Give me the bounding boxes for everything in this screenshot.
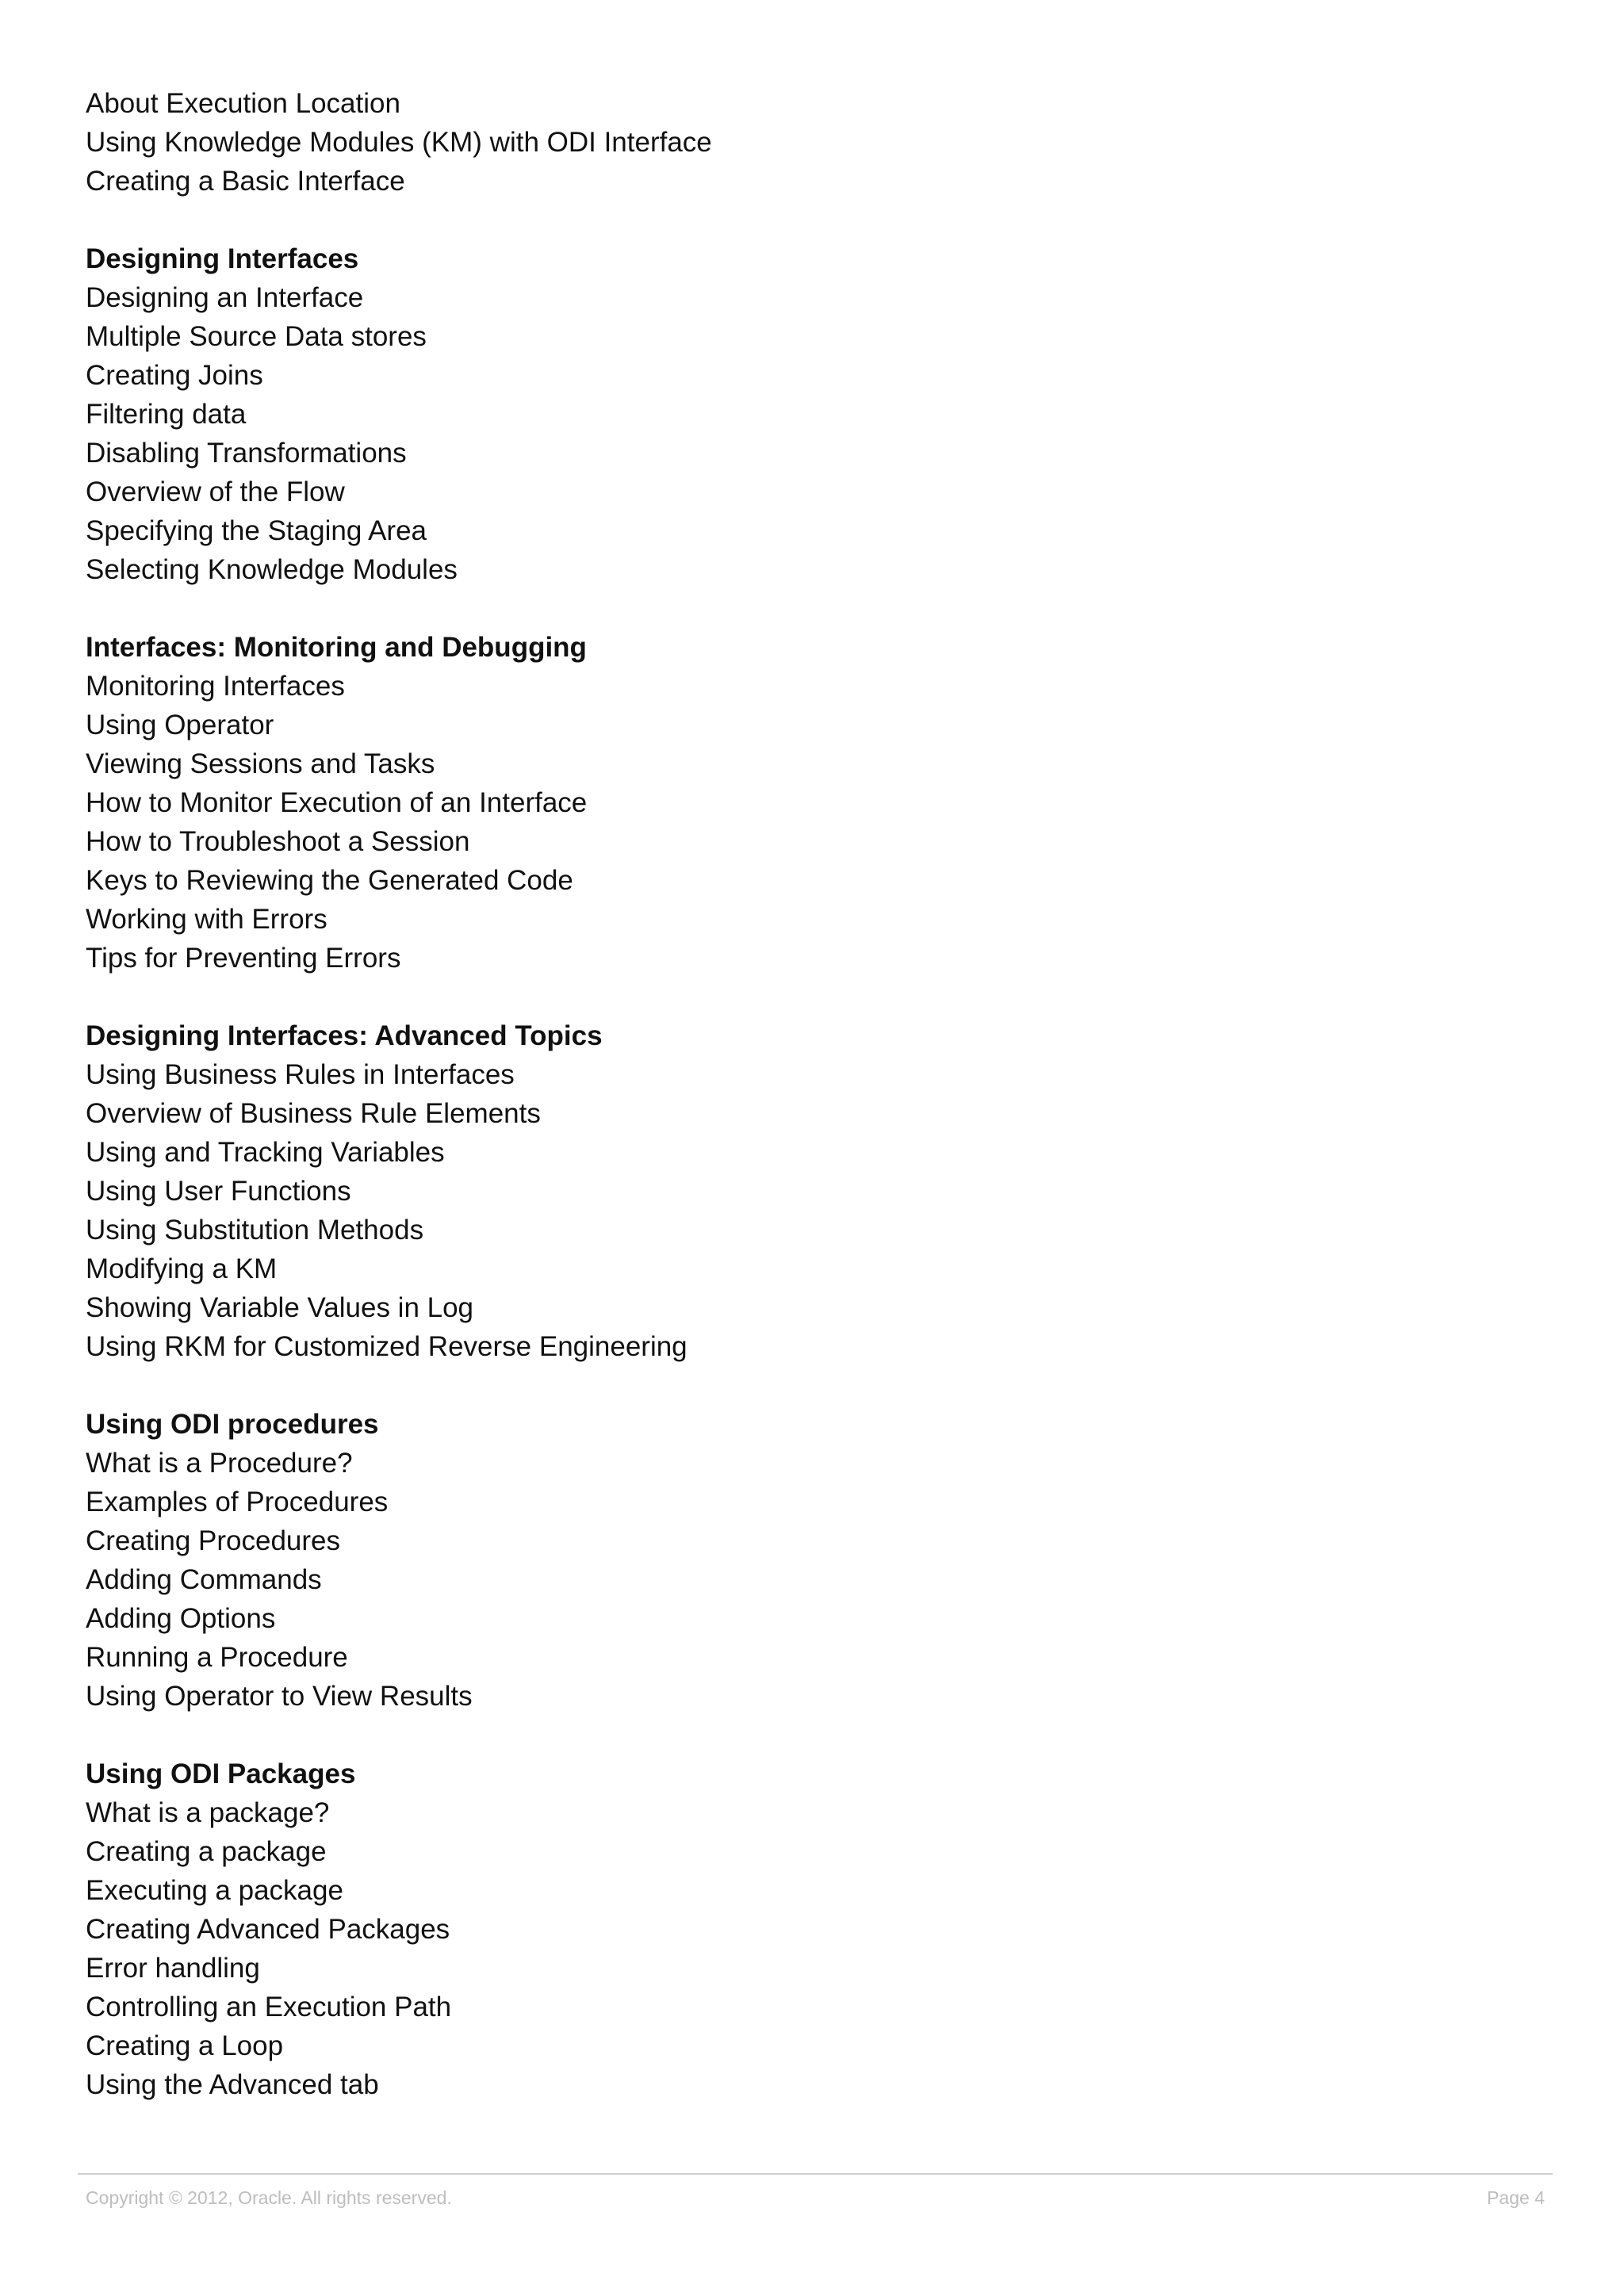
toc-item: Overview of Business Rule Elements [86, 1098, 541, 1129]
section-heading: Using ODI Packages [86, 1758, 356, 1789]
toc-section [86, 84, 1513, 201]
toc-section [86, 239, 1513, 589]
toc-item: Multiple Source Data stores [86, 321, 427, 352]
toc-item: Filtering data [86, 399, 247, 430]
toc-item: Running a Procedure [86, 1642, 348, 1673]
section-heading: Using ODI procedures [86, 1409, 379, 1440]
toc-item: Executing a package [86, 1875, 343, 1906]
section-heading: Designing Interfaces: Advanced Topics [86, 1020, 603, 1051]
toc-section [86, 1755, 1513, 2104]
toc-item: Using Knowledge Modules (KM) with ODI Interface [86, 127, 712, 158]
document-body [86, 84, 1513, 2104]
section-heading: Designing Interfaces [86, 243, 359, 274]
toc-item: Viewing Sessions and Tasks [86, 748, 435, 779]
toc-item: Working with Errors [86, 904, 327, 935]
toc-item: Using User Functions [86, 1176, 351, 1207]
toc-item: What is a package? [86, 1797, 330, 1828]
toc-item: Using Operator to View Results [86, 1681, 473, 1712]
toc-item: Specifying the Staging Area [86, 515, 427, 546]
toc-item: How to Troubleshoot a Session [86, 826, 470, 857]
toc-item: Tips for Preventing Errors [86, 943, 401, 974]
toc-item: Using Business Rules in Interfaces [86, 1059, 515, 1090]
toc-item: Using and Tracking Variables [86, 1137, 445, 1168]
toc-item: Using Substitution Methods [86, 1215, 424, 1246]
page-footer [78, 2173, 1553, 2206]
toc-item: Overview of the Flow [86, 476, 345, 507]
toc-item: What is a Procedure? [86, 1448, 353, 1479]
section-heading: Interfaces: Monitoring and Debugging [86, 632, 587, 663]
toc-item: Selecting Knowledge Modules [86, 554, 458, 585]
toc-item: Disabling Transformations [86, 438, 407, 469]
toc-item: About Execution Location [86, 88, 400, 119]
page-number: Page 4 [1487, 2187, 1545, 2208]
toc-item: Using the Advanced tab [86, 2069, 379, 2100]
toc-item: Creating Procedures [86, 1525, 340, 1556]
toc-section [86, 1405, 1513, 1716]
toc-section [86, 1016, 1513, 1366]
toc-item: Adding Commands [86, 1564, 322, 1595]
toc-item: Designing an Interface [86, 282, 364, 313]
toc-item: Adding Options [86, 1603, 276, 1634]
toc-item: Modifying a KM [86, 1253, 278, 1284]
toc-item: Controlling an Execution Path [86, 1992, 452, 2022]
toc-section [86, 628, 1513, 978]
toc-item: How to Monitor Execution of an Interface [86, 787, 588, 818]
toc-item: Error handling [86, 1953, 260, 1984]
toc-item: Creating a Loop [86, 2030, 284, 2061]
toc-item: Examples of Procedures [86, 1487, 389, 1517]
toc-item: Creating Joins [86, 360, 263, 391]
toc-item: Showing Variable Values in Log [86, 1292, 474, 1323]
toc-item: Using RKM for Customized Reverse Engineering [86, 1331, 688, 1362]
toc-item: Creating a Basic Interface [86, 166, 405, 197]
toc-item: Monitoring Interfaces [86, 671, 345, 702]
toc-item: Creating Advanced Packages [86, 1914, 450, 1945]
toc-item: Creating a package [86, 1836, 327, 1867]
toc-item: Using Operator [86, 710, 274, 740]
toc-item: Keys to Reviewing the Generated Code [86, 865, 573, 896]
copyright-text: Copyright © 2012, Oracle. All rights reserved. [86, 2187, 452, 2208]
